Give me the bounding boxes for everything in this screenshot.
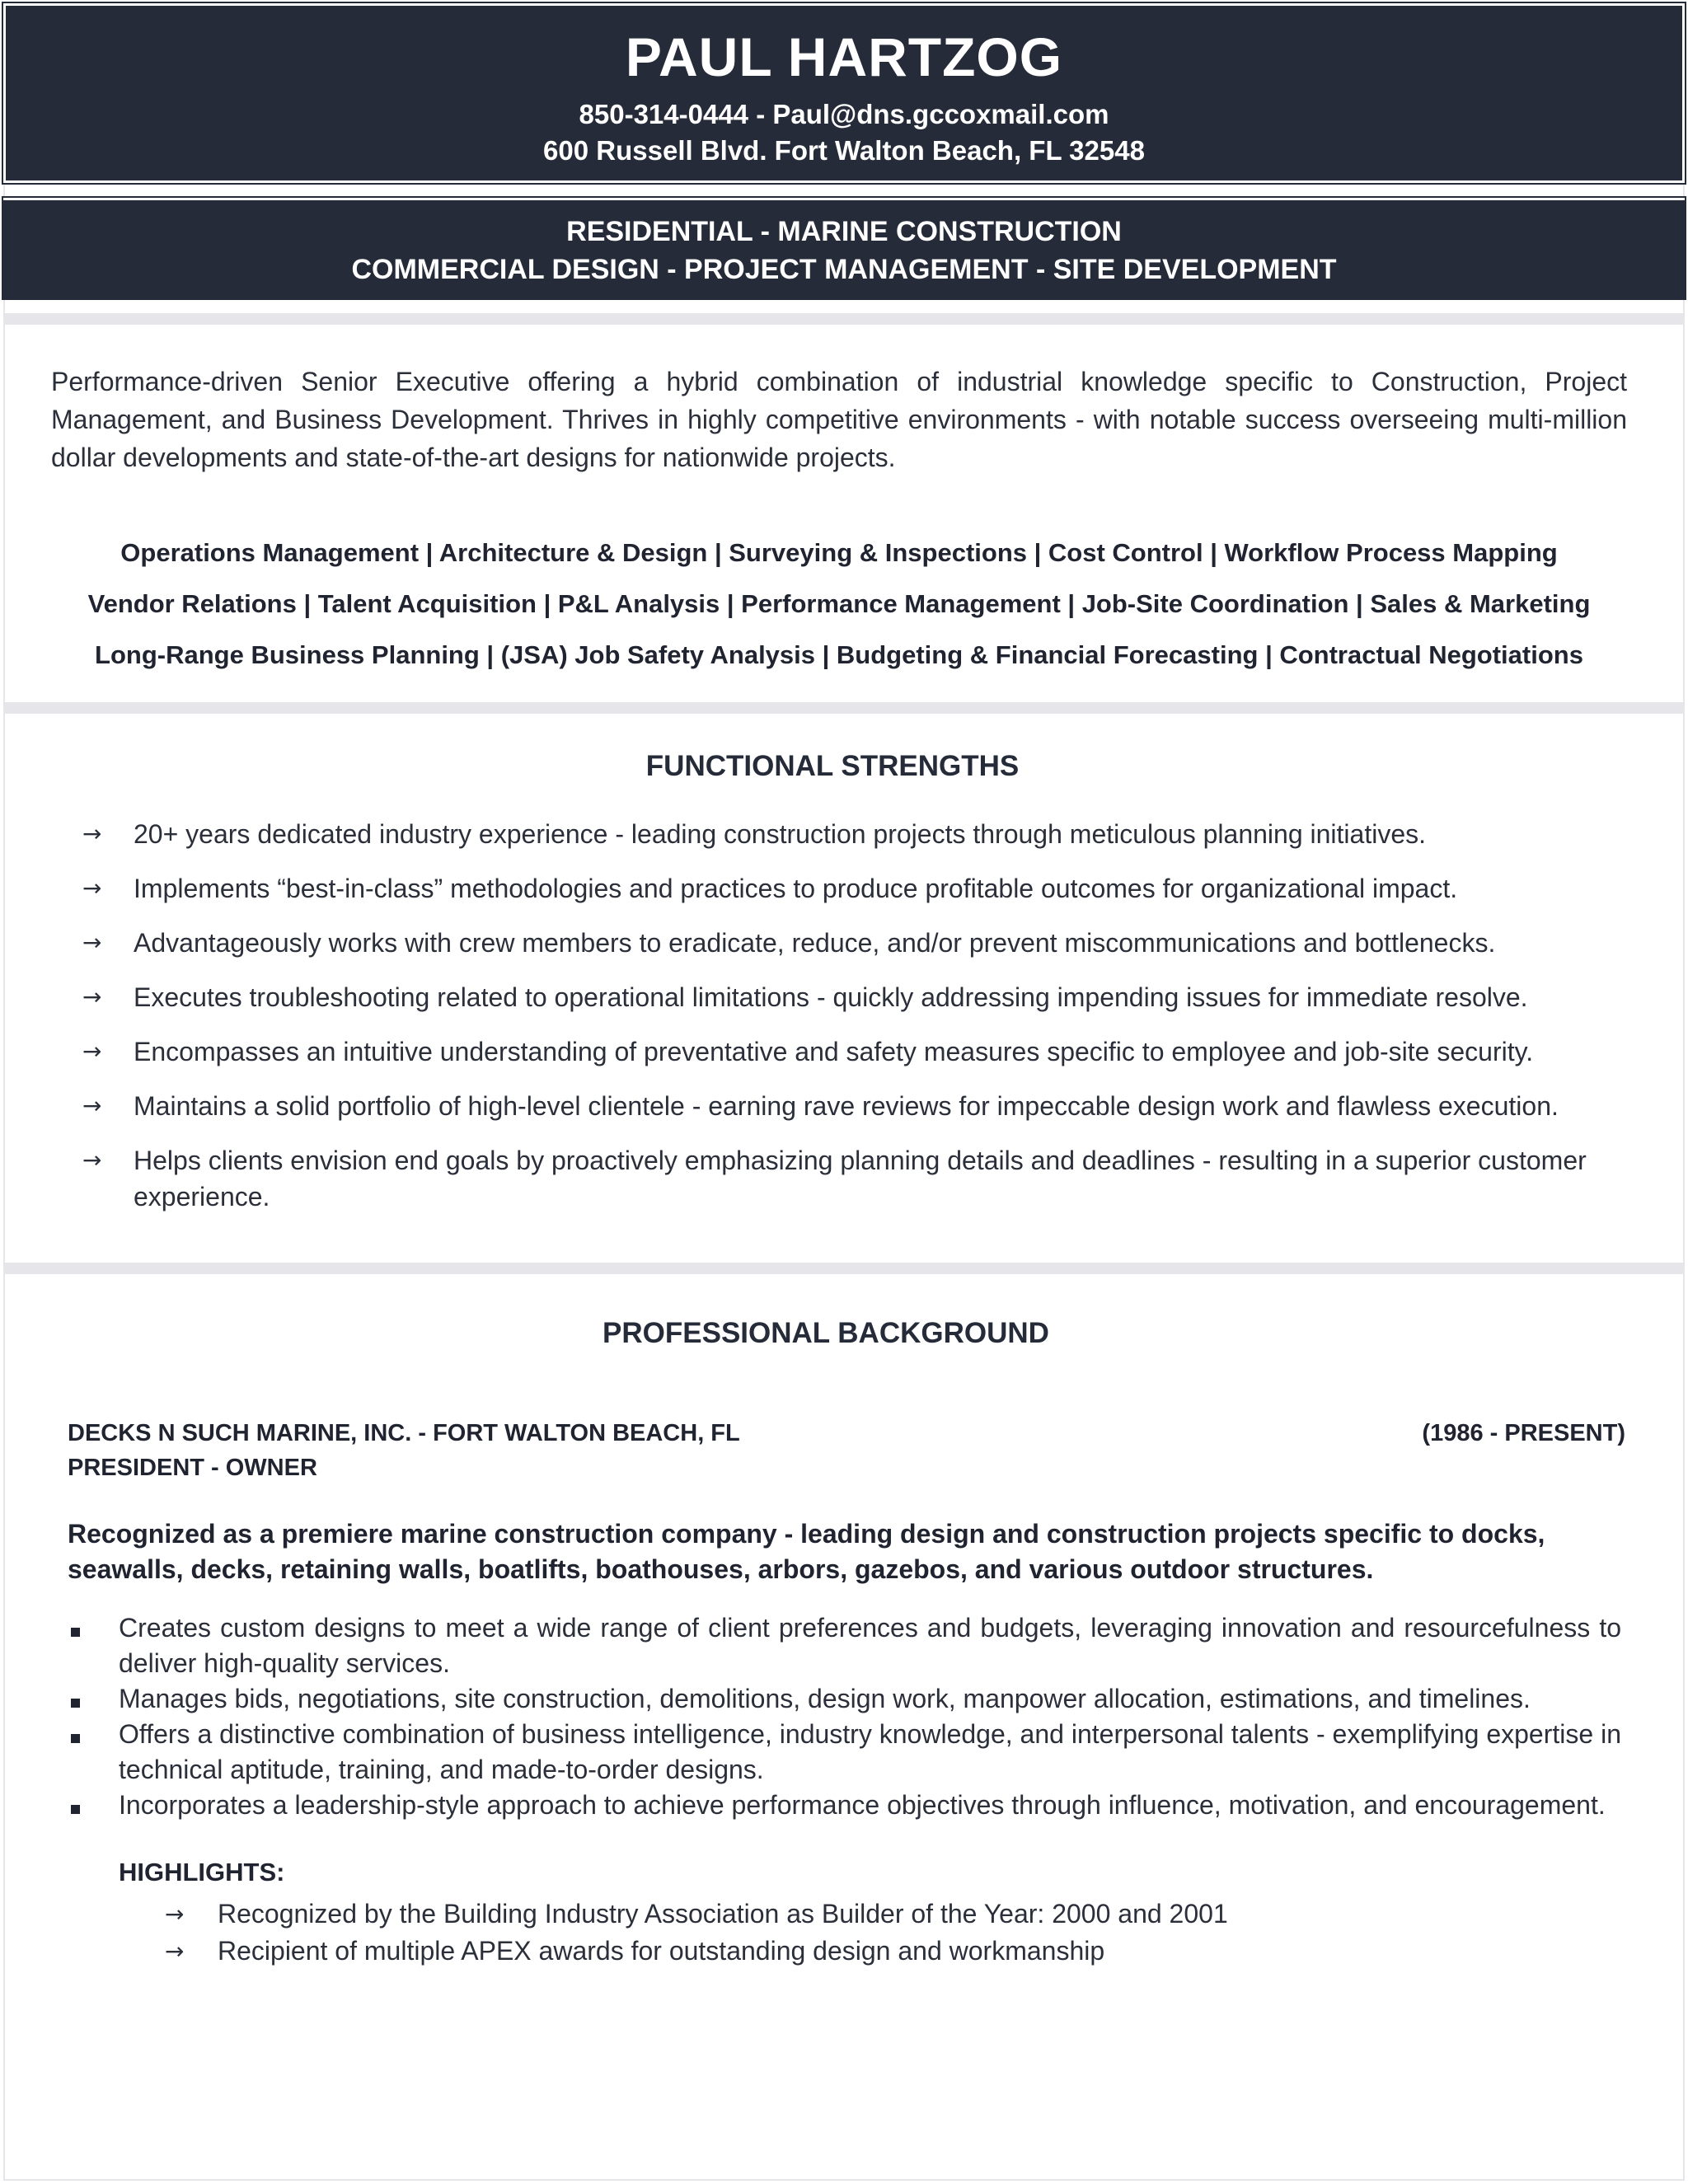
strengths-list	[82, 816, 1632, 1233]
skills-row: Vendor Relations | Talent Acquisition | P&L Analysis | Performance Management | Job-Site Coordination | Sales & Marketing	[87, 589, 1591, 618]
arrow-icon: →	[82, 820, 102, 847]
strength-text: Advantageously works with crew members to eradicate, reduce, and/or prevent miscommunications and bottlenecks.	[134, 928, 1496, 958]
arrow-icon: →	[82, 874, 102, 902]
list-item	[68, 1788, 1621, 1823]
arrow-icon: →	[165, 1900, 185, 1928]
specialty-line-1: RESIDENTIAL - MARINE CONSTRUCTION	[566, 216, 1122, 247]
job-title: PRESIDENT - OWNER	[68, 1455, 317, 1481]
list-item	[82, 1088, 1632, 1124]
skills-row: Operations Management | Architecture & Design | Surveying & Inspections | Cost Control | Workflow Process Mapping	[120, 538, 1558, 567]
arrow-icon: →	[82, 983, 102, 1010]
specialty-line-2: COMMERCIAL DESIGN - PROJECT MANAGEMENT - SITE DEVELOPMENT	[351, 254, 1337, 285]
contact-line: 850-314-0444 - Paul@dns.gccoxmail.com	[579, 99, 1109, 129]
address-line: 600 Russell Blvd. Fort Walton Beach, FL 32548	[543, 135, 1145, 166]
strength-text: Executes troubleshooting related to operational limitations - quickly addressing impending issues for immediate resolve.	[134, 982, 1528, 1012]
square-bullet-icon	[71, 1805, 80, 1814]
list-item	[82, 870, 1632, 907]
square-bullet-icon	[71, 1699, 80, 1708]
strength-text: Encompasses an intuitive understanding of preventative and safety measures specific to employee and job-site security.	[134, 1037, 1534, 1066]
skills-row: Long-Range Business Planning | (JSA) Job Safety Analysis | Budgeting & Financial Forecasting | Contractual Negotiations	[95, 640, 1583, 669]
list-item	[82, 979, 1632, 1015]
arrow-icon: →	[82, 1146, 102, 1174]
company-description: Recognized as a premiere marine construction company - leading design and construction projects specific to docks, seawalls, decks, retaining walls, boatlifts, boathouses, arbors, gazebos, and various outdoor structures.	[68, 1519, 1545, 1584]
highlights-label: HIGHLIGHTS:	[119, 1858, 285, 1886]
square-bullet-icon	[71, 1628, 80, 1637]
divider	[3, 702, 1685, 714]
list-item	[82, 925, 1632, 961]
highlight-text: Recognized by the Building Industry Association as Builder of the Year: 2000 and 2001	[218, 1899, 1228, 1929]
company-name: DECKS N SUCH MARINE, INC. - FORT WALTON BEACH, FL	[68, 1420, 740, 1446]
candidate-name: PAUL HARTZOG	[625, 26, 1063, 87]
job-dates: (1986 - PRESENT)	[1422, 1420, 1625, 1446]
divider	[3, 313, 1685, 325]
list-item	[82, 1142, 1632, 1215]
summary-paragraph: Performance-driven Senior Executive offering a hybrid combination of industrial knowledge specific to Construction, Project Management, and Business Development. Thrives in highly competitive environments - with notable success overseeing multi-million dollar developments and state-of-the-art designs for nationwide projects.	[51, 367, 1627, 472]
list-item	[82, 816, 1632, 852]
strength-text: Helps clients envision end goals by proactively emphasizing planning details and deadlines - resulting in a superior customer experience.	[134, 1146, 1587, 1212]
divider	[3, 1263, 1685, 1274]
duty-text: Creates custom designs to meet a wide range of client preferences and budgets, leveraging innovation and resourcefulness to deliver high-quality services.	[119, 1613, 1621, 1678]
arrow-icon: →	[165, 1938, 185, 1965]
functional-strengths-title: FUNCTIONAL STRENGTHS	[645, 750, 1020, 782]
list-item	[68, 1681, 1621, 1717]
list-item	[68, 1717, 1621, 1788]
strength-text: Maintains a solid portfolio of high-level clientele - earning rave reviews for impeccable design work and flawless execution.	[134, 1091, 1559, 1121]
resume-header	[3, 3, 1685, 183]
highlights-list	[165, 1896, 1566, 1970]
list-item	[165, 1896, 1566, 1933]
arrow-icon: →	[82, 1092, 102, 1119]
strength-text: 20+ years dedicated industry experience - leading construction projects through meticulous planning initiatives.	[134, 819, 1427, 849]
list-item	[165, 1933, 1566, 1970]
specialty-banner	[3, 198, 1685, 298]
square-bullet-icon	[71, 1734, 80, 1743]
list-item	[68, 1610, 1621, 1681]
arrow-icon: →	[82, 1038, 102, 1065]
highlight-text: Recipient of multiple APEX awards for outstanding design and workmanship	[218, 1936, 1105, 1966]
core-skills	[51, 527, 1627, 681]
duty-text: Incorporates a leadership-style approach to achieve performance objectives through influence, motivation, and encouragement.	[119, 1790, 1606, 1820]
job-heading	[68, 1416, 1625, 1485]
duty-text: Offers a distinctive combination of business intelligence, industry knowledge, and interpersonal talents - exemplifying expertise in technical aptitude, training, and made-to-order designs.	[119, 1719, 1621, 1784]
arrow-icon: →	[82, 929, 102, 956]
strength-text: Implements “best-in-class” methodologies and practices to produce profitable outcomes for organizational impact.	[134, 874, 1458, 903]
professional-background-title: PROFESSIONAL BACKGROUND	[603, 1317, 1049, 1349]
list-item	[82, 1033, 1632, 1070]
duties-list	[68, 1610, 1621, 1823]
duty-text: Manages bids, negotiations, site construction, demolitions, design work, manpower allocation, estimations, and timelines.	[119, 1684, 1531, 1713]
